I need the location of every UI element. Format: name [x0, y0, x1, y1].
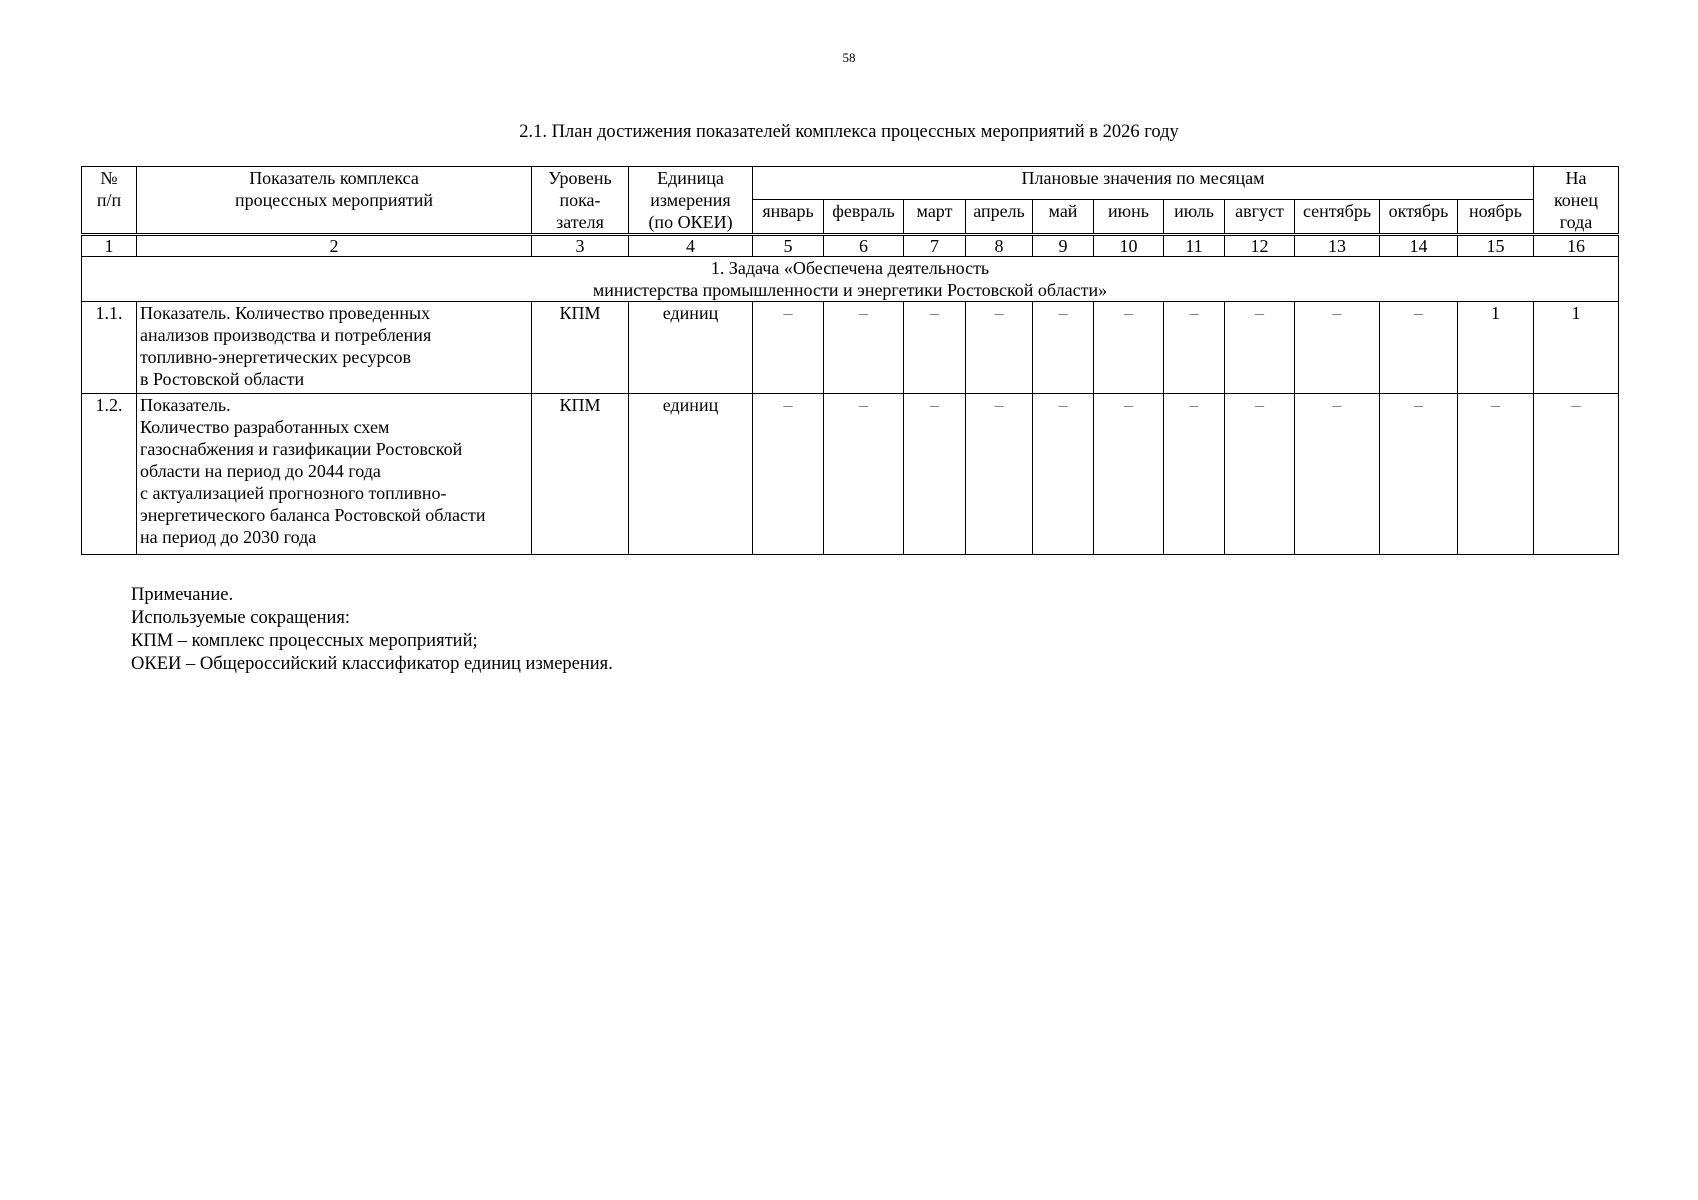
column-number: 15 [1458, 235, 1534, 257]
value-february: – [824, 394, 904, 555]
indicator-line: в Ростовской области [140, 369, 305, 389]
value-august: – [1225, 394, 1295, 555]
header-month-october: октябрь [1380, 200, 1458, 235]
value-april: – [966, 302, 1033, 394]
column-number: 8 [966, 235, 1033, 257]
level-cell: КПМ [532, 394, 629, 555]
column-number: 9 [1033, 235, 1094, 257]
column-number: 5 [753, 235, 824, 257]
column-number: 11 [1164, 235, 1225, 257]
value-january: – [753, 302, 824, 394]
header-indicator-line2: процессных мероприятий [235, 190, 433, 210]
table-row [82, 394, 1619, 555]
header-month-april: апрель [966, 200, 1033, 235]
value-september: – [1295, 394, 1380, 555]
value-october: – [1380, 394, 1458, 555]
unit-cell: единиц [629, 302, 753, 394]
header-month-june: июнь [1094, 200, 1164, 235]
value-august: – [1225, 302, 1295, 394]
column-number: 7 [904, 235, 966, 257]
header-indicator-line1: Показатель комплекса [249, 168, 419, 188]
unit-cell: единиц [629, 394, 753, 555]
column-number: 10 [1094, 235, 1164, 257]
task-cell [82, 257, 1619, 302]
column-number-row [82, 235, 1619, 257]
value-june: – [1094, 394, 1164, 555]
value-september: – [1295, 302, 1380, 394]
header-level [532, 167, 629, 235]
plan-table [81, 166, 1619, 555]
header-month-august: август [1225, 200, 1295, 235]
header-level-line3: зателя [556, 212, 604, 232]
header-end-of-year [1534, 167, 1619, 235]
indicator-line: анализов производства и потребления [140, 325, 432, 345]
indicator-line: Количество разработанных схем [140, 417, 390, 437]
value-november: 1 [1458, 302, 1534, 394]
header-row-1 [82, 167, 1619, 200]
column-number: 13 [1295, 235, 1380, 257]
value-may: – [1033, 302, 1094, 394]
value-may: – [1033, 394, 1094, 555]
column-number: 2 [137, 235, 532, 257]
header-month-february: февраль [824, 200, 904, 235]
indicator-line: Показатель. Количество проведенных [140, 303, 431, 323]
value-april: – [966, 394, 1033, 555]
value-end-of-year: – [1534, 394, 1619, 555]
indicator-cell [137, 394, 532, 555]
column-number: 14 [1380, 235, 1458, 257]
note-line: Примечание. [131, 585, 234, 605]
indicator-line: Показатель. [140, 395, 231, 415]
indicator-line: на период до 2030 года [140, 527, 317, 547]
header-month-july: июль [1164, 200, 1225, 235]
header-indicator [137, 167, 532, 235]
indicator-line: с актуализацией прогнозного топливно- [140, 483, 447, 503]
page-number: 58 [842, 50, 856, 65]
header-unit [629, 167, 753, 235]
level-cell: КПМ [532, 302, 629, 394]
header-month-march: март [904, 200, 966, 235]
column-number: 4 [629, 235, 753, 257]
header-end-line2: конец [1553, 190, 1599, 210]
indicator-line: энергетического баланса Ростовской области [140, 505, 486, 525]
header-num-line1: № [100, 168, 118, 188]
indicator-line: газоснабжения и газификации Ростовской [140, 439, 463, 459]
header-level-line2: пока- [559, 190, 601, 210]
header-unit-line2: измерения [650, 190, 731, 210]
header-unit-line3: (по ОКЕИ) [648, 212, 733, 232]
header-monthly-group: Плановые значения по месяцам [753, 167, 1534, 200]
indicator-line: топливно-энергетических ресурсов [140, 347, 412, 367]
value-february: – [824, 302, 904, 394]
header-level-line1: Уровень [548, 168, 612, 188]
row-number: 1.2. [82, 394, 137, 555]
row-number: 1.1. [82, 302, 137, 394]
header-num-line2: п/п [96, 190, 122, 210]
task-line1: 1. Задача «Обеспечена деятельность [710, 258, 990, 278]
header-num [82, 167, 137, 235]
note-line: ОКЕИ – Общероссийский классификатор единиц измерения. [131, 654, 613, 674]
header-unit-line1: Единица [657, 168, 724, 188]
indicator-cell [137, 302, 532, 394]
note-line: Используемые сокращения: [131, 608, 351, 628]
table-row [82, 302, 1619, 394]
header-month-may: май [1033, 200, 1094, 235]
column-number: 1 [82, 235, 137, 257]
value-july: – [1164, 394, 1225, 555]
column-number: 3 [532, 235, 629, 257]
header-end-line3: года [1559, 212, 1593, 232]
value-june: – [1094, 302, 1164, 394]
notes-block [131, 584, 613, 676]
document-title: 2.1. План достижения показателей комплекса процессных мероприятий в 2026 году [519, 122, 1179, 142]
value-november: – [1458, 394, 1534, 555]
header-month-september: сентябрь [1295, 200, 1380, 235]
value-end-of-year: 1 [1534, 302, 1619, 394]
task-row [82, 257, 1619, 302]
header-month-november: ноябрь [1458, 200, 1534, 235]
column-number: 6 [824, 235, 904, 257]
task-line2: министерства промышленности и энергетики Ростовской области» [592, 280, 1108, 300]
value-march: – [904, 394, 966, 555]
column-number: 12 [1225, 235, 1295, 257]
header-month-january: январь [753, 200, 824, 235]
header-end-line1: На [1565, 168, 1587, 188]
value-january: – [753, 394, 824, 555]
value-october: – [1380, 302, 1458, 394]
indicator-line: области на период до 2044 года [140, 461, 381, 481]
note-line: КПМ – комплекс процессных мероприятий; [131, 631, 478, 651]
value-march: – [904, 302, 966, 394]
value-july: – [1164, 302, 1225, 394]
column-number: 16 [1534, 235, 1619, 257]
